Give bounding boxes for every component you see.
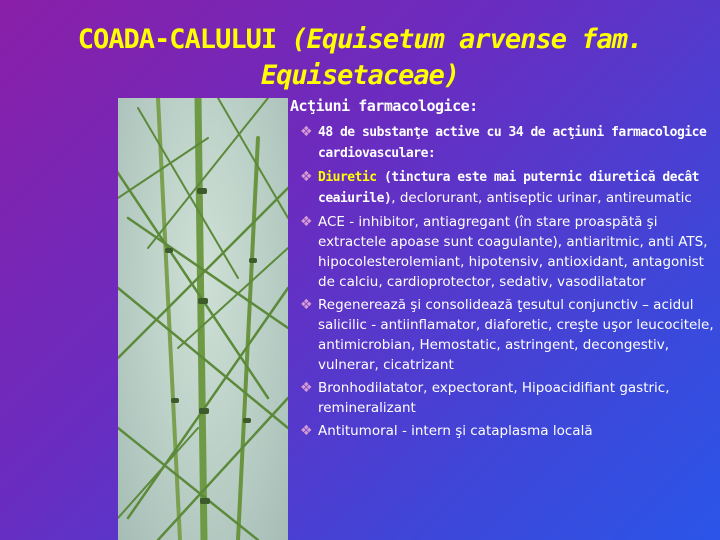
list-item — [290, 421, 715, 441]
latin-name-part-2: Equisetaceae) — [260, 60, 460, 91]
latin-name-part-1: (Equisetum arvense fam. — [291, 24, 643, 55]
diamond-bullet-icon: ❖ — [300, 380, 313, 396]
horsetail-plant-photo — [118, 98, 288, 540]
actions-list — [290, 122, 715, 441]
pharmacology-section — [290, 96, 715, 444]
section-heading: Acţiuni farmacologice: — [290, 97, 478, 115]
diuretic-highlight: Diuretic — [318, 170, 377, 185]
title-line-1 — [0, 22, 720, 58]
list-item — [290, 167, 715, 209]
list-item-bold-text: (tinctura este mai puternic diuretică decât ceaiurile) — [318, 170, 699, 206]
list-item-text: , declorurant, antiseptic urinar, antireumatic — [391, 190, 692, 206]
list-item — [290, 212, 715, 292]
list-item-text: Regenerează şi consolidează ţesutul conjunctiv – acidul salicilic - antiinflamator, diaforetic, creşte uşor leucocitele, antimicrobian, Hemostatic, astringent, decongestiv, vulnerar, cicatrizant — [318, 297, 714, 373]
list-item-text: 48 de substanţe active cu 34 de acţiuni farmacologice cardiovasculare: — [318, 125, 707, 161]
slide-title — [0, 22, 720, 94]
list-item-text: ACE - inhibitor, antiagregant (în stare proaspătă şi extractele apoase sunt coagulante), antiaritmic, anti ATS, hipocolesterolemiant, hipotensiv, antioxidant, antagonist de calciu, cardioprotector, sedativ, vasodilatator — [318, 214, 708, 290]
list-item-text: Bronhodilatator, expectorant, Hipoacidifiant gastric, remineralizant — [318, 380, 670, 416]
diamond-bullet-icon: ❖ — [300, 169, 313, 185]
list-item — [290, 295, 715, 375]
list-item — [290, 122, 715, 164]
diamond-bullet-icon: ❖ — [300, 297, 313, 313]
diamond-bullet-icon: ❖ — [300, 124, 313, 140]
list-item — [290, 378, 715, 418]
diamond-bullet-icon: ❖ — [300, 423, 313, 439]
plant-name: COADA-CALULUI — [77, 24, 277, 55]
diamond-bullet-icon: ❖ — [300, 214, 313, 230]
list-item-text: Antitumoral - intern şi cataplasma locală — [318, 423, 593, 439]
